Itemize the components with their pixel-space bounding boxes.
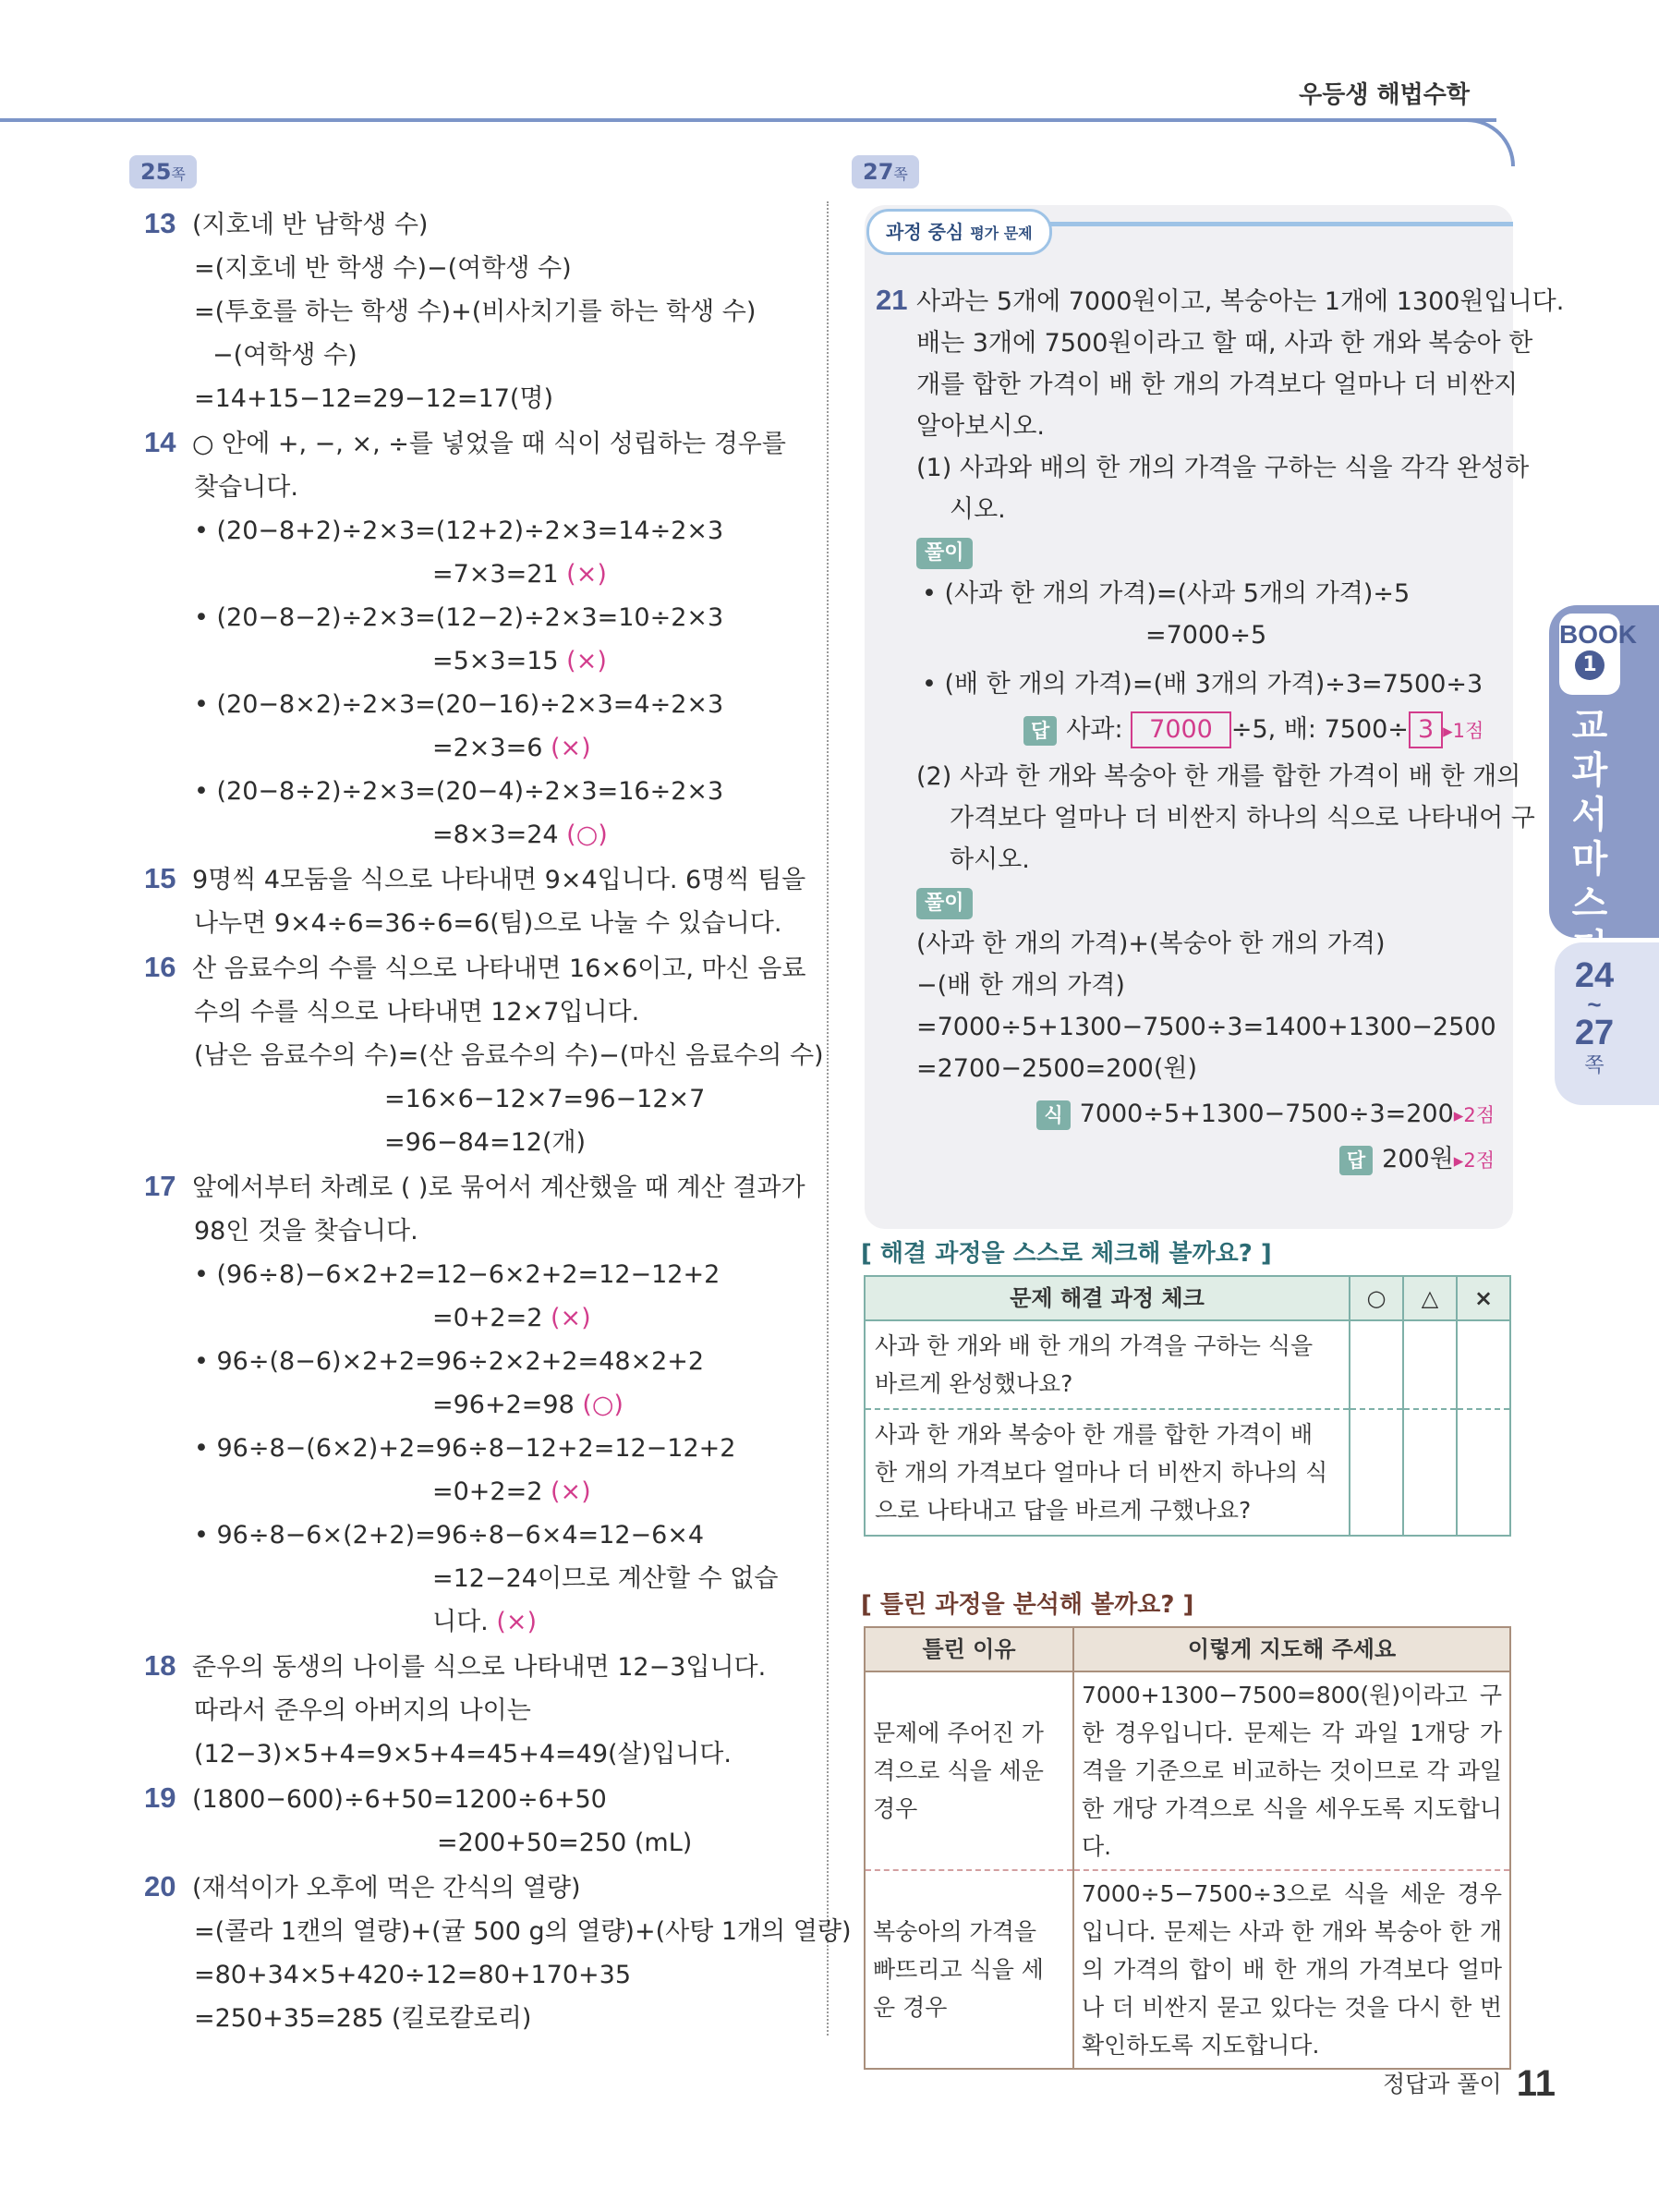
solution-line [146, 1689, 797, 1732]
solution-line [146, 639, 797, 683]
solution-line [146, 466, 797, 509]
error-reason: 문제에 주어진 가격으로 식을 세운 경우 [865, 1671, 1073, 1870]
error-header-guide: 이렇게 지도해 주세요 [1073, 1627, 1510, 1671]
result-mark: (×) [551, 1304, 591, 1332]
result-mark: (×) [551, 1477, 591, 1506]
side-tab-title-char: 교 [1571, 705, 1608, 747]
footer [1383, 2063, 1556, 2105]
check-cell-bad[interactable] [1457, 1409, 1510, 1536]
line-text: 나누면 9×4÷6=36÷6=6(팀)으로 나눌 수 있습니다. [194, 909, 782, 938]
solution-line [146, 1077, 797, 1121]
line-text: =0+2=2 [432, 1304, 551, 1332]
solution-line: (사과 한 개의 가격)+(복숭아 한 개의 가격) [916, 930, 1386, 958]
line-text: =96+2=98 [432, 1391, 583, 1419]
score-label: ▸2점 [1453, 1104, 1495, 1126]
line-text: 니다. [432, 1608, 497, 1636]
subquestion-2: 가격보다 얼마나 더 비싼지 하나의 식으로 나타내어 구 [950, 804, 1535, 833]
answer-line-1 [876, 709, 1504, 752]
line-text: • (20−8÷2)÷2×3=(20−4)÷2×3=16÷2×3 [194, 777, 724, 806]
problem-line [144, 1164, 805, 1209]
solution-line [146, 1209, 797, 1253]
problem-line [146, 201, 797, 247]
question-text: 사과는 5개에 7000원이고, 복숭아는 1개에 1300원입니다. [916, 287, 1565, 316]
line-text: =0+2=2 [432, 1477, 551, 1506]
evaluation-badge-sub: 평가 문제 [970, 225, 1033, 242]
check-row-text: 사과 한 개와 배 한 개의 가격을 구하는 식을 바르게 완성했나요? [865, 1320, 1350, 1409]
book-title: 우등생 해법수학 [1299, 81, 1470, 109]
line-text: • 96÷(8−6)×2+2=96÷2×2+2=48×2+2 [194, 1347, 705, 1376]
solution-line: =2700−2500=200(원) [916, 1054, 1197, 1083]
question-line: 배는 3개에 7500원이라고 할 때, 사과 한 개와 복숭아 한 [916, 329, 1533, 358]
solution-line [146, 1557, 797, 1600]
line-text: 앞에서부터 차례로 ( )로 묶어서 계산했을 때 계산 결과가 [192, 1173, 805, 1202]
question-number: 21 [876, 284, 908, 316]
error-section-title: [ 틀린 과정을 분석해 볼까요? ] [861, 1591, 1194, 1619]
problem-number: 14 [144, 426, 176, 458]
solution-line [146, 813, 797, 857]
footer-page-number: 11 [1516, 2063, 1556, 2104]
line-text: 98인 것을 찾습니다. [194, 1217, 418, 1246]
line-text: =12−24이므로 계산할 수 없습 [432, 1564, 779, 1593]
left-page-tag [129, 155, 197, 188]
footer-label: 정답과 풀이 [1383, 2071, 1502, 2097]
line-text: ○ 안에 +, −, ×, ÷를 넣었을 때 식이 성립하는 경우를 [192, 430, 786, 458]
solution-label: 풀이 [916, 538, 973, 569]
error-guide: 7000÷5−7500÷3으로 식을 세운 경우입니다. 문제는 사과 한 개와 복숭아 한 개의 가격의 합이 배 한 개의 가격보다 얼마나 더 비싼지 묻고 있다는 것을 다시 한 번 확인하도록 지도합니다. [1073, 1870, 1510, 2069]
error-analysis-table [864, 1626, 1511, 2070]
expression-line [876, 1093, 1504, 1136]
line-text: 9명씩 4모둠을 식으로 나타내면 9×4입니다. 6명씩 팀을 [192, 866, 806, 894]
self-check-table [864, 1275, 1511, 1537]
solution-line [146, 247, 797, 290]
line-text: • 96÷8−6×(2+2)=96÷8−6×4=12−6×4 [194, 1521, 705, 1550]
problem-line [146, 420, 797, 466]
problem-number: 16 [144, 951, 176, 983]
answer-text: 200원 [1382, 1145, 1454, 1173]
answer-label: 답 [1339, 1146, 1373, 1175]
side-tab-page-range [1561, 957, 1628, 1079]
error-guide: 7000+1300−7500=800(원)이라고 구한 경우입니다. 문제는 각 과일 1개당 가격을 기준으로 비교하는 것이므로 각 과일 한 개당 가격으로 식을 세우도록 지도합니다. [1073, 1671, 1510, 1870]
subquestion-2: 하시오. [950, 845, 1030, 874]
answer-label: 답 [1023, 716, 1057, 746]
solution-label: 풀이 [916, 888, 973, 919]
line-text: =(지호네 반 학생 수)−(여학생 수) [194, 254, 572, 283]
line-text: =200+50=250 (mL) [437, 1829, 693, 1857]
solution-line [146, 553, 797, 596]
score-label: ▸1점 [1443, 720, 1484, 742]
result-mark: (○) [582, 1391, 624, 1419]
line-text: =(콜라 1캔의 열량)+(귤 500 g의 열량)+(사탕 1개의 열량) [194, 1917, 852, 1946]
line-text: • (20−8−2)÷2×3=(12−2)÷2×3=10÷2×3 [194, 603, 724, 632]
problem-number: 15 [144, 862, 176, 894]
page-to: 27 [1574, 1014, 1615, 1052]
check-cell-ok[interactable] [1403, 1409, 1457, 1536]
evaluation-badge-title: 과정 중심 [886, 221, 964, 243]
solution-line [146, 1034, 824, 1077]
answer-middle: ÷5, 배: 7500÷ [1230, 715, 1409, 744]
check-cell-good[interactable] [1350, 1409, 1403, 1536]
top-rule [0, 118, 1496, 122]
solution-line [146, 1340, 797, 1383]
question-line: 알아보시오. [916, 412, 1045, 441]
page-unit: 쪽 [1584, 1053, 1605, 1076]
solution-line: =7000÷5+1300−7500÷3=1400+1300−2500 [916, 1013, 1496, 1041]
problem-number: 17 [144, 1170, 176, 1202]
check-row-text: 사과 한 개와 복숭아 한 개를 합한 가격이 배 한 개의 가격보다 얼마나 더 비싼지 하나의 식으로 나타내고 답을 바르게 구했나요? [865, 1409, 1350, 1536]
check-cell-ok[interactable] [1403, 1320, 1457, 1409]
left-page-number: 25 [140, 159, 172, 185]
evaluation-header-rule [1035, 222, 1513, 226]
line-text: (지호네 반 남학생 수) [192, 211, 429, 239]
line-text: =7×3=21 [432, 560, 567, 589]
question-line: 개를 합한 가격이 배 한 개의 가격보다 얼마나 더 비싼지 [916, 371, 1519, 399]
check-header-process: 문제 해결 과정 체크 [865, 1276, 1350, 1320]
line-text: =(투호를 하는 학생 수)+(비사치기를 하는 학생 수) [194, 298, 757, 326]
solution-line [146, 596, 797, 639]
line-text: (남은 음료수의 수)=(산 음료수의 수)−(마신 음료수의 수) [194, 1041, 824, 1070]
side-tab-title-char: 스 [1571, 882, 1608, 925]
expression-text: 7000÷5+1300−7500÷3=200 [1079, 1100, 1454, 1128]
solution-line [146, 1821, 797, 1865]
solution-line [146, 1383, 797, 1427]
line-text: =16×6−12×7=96−12×7 [384, 1085, 706, 1113]
solution-line [146, 334, 797, 377]
solution-line [146, 1427, 797, 1470]
problem-line [146, 1644, 797, 1689]
line-text: =80+34×5+420÷12=80+170+35 [194, 1961, 632, 1989]
line-text: (12−3)×5+4=9×5+4=45+4=49(살)입니다. [194, 1740, 732, 1768]
line-text: • (20−8+2)÷2×3=(12+2)÷2×3=14÷2×3 [194, 517, 724, 545]
line-text: 산 음료수의 수를 식으로 나타내면 16×6이고, 마신 음료 [192, 954, 806, 983]
solution-line [146, 1997, 797, 2040]
result-mark: (×) [551, 734, 591, 762]
check-cell-bad[interactable] [1457, 1320, 1510, 1409]
solution-line [146, 1121, 797, 1164]
check-header-good: ○ [1350, 1276, 1403, 1320]
book-number: 1 [1575, 650, 1605, 680]
page-tilde: ~ [1587, 991, 1602, 1018]
evaluation-badge [866, 209, 1052, 255]
solution-line [146, 683, 797, 726]
question-line [876, 279, 1565, 322]
line-text: =2×3=6 [432, 734, 551, 762]
line-text: 찾습니다. [194, 473, 298, 502]
answer-line-2 [876, 1138, 1504, 1182]
answer-prefix: 사과: [1066, 715, 1132, 744]
side-tab-title-char: 서 [1571, 794, 1608, 836]
line-text: • (96÷8)−6×2+2=12−6×2+2=12−12+2 [194, 1260, 721, 1289]
column-divider [827, 201, 829, 2036]
solution-line [146, 509, 797, 553]
answer-box-pear: 3 [1409, 711, 1443, 748]
solution-line [146, 770, 797, 813]
check-header-ok: △ [1403, 1276, 1457, 1320]
line-text: =5×3=15 [432, 647, 567, 675]
line-text: =96−84=12(개) [384, 1128, 587, 1157]
line-text: 수의 수를 식으로 나타내면 12×7입니다. [194, 998, 640, 1027]
check-cell-good[interactable] [1350, 1320, 1403, 1409]
problem-line [144, 857, 806, 902]
line-text: • 96÷8−(6×2)+2=96÷8−12+2=12−12+2 [194, 1434, 736, 1463]
problem-line [146, 1865, 797, 1910]
result-mark: (×) [566, 560, 607, 589]
solution-line [146, 290, 797, 334]
problem-number: 13 [144, 207, 176, 239]
result-mark: (×) [496, 1608, 538, 1636]
problem-number: 20 [144, 1870, 176, 1902]
side-tab-title-char: 마 [1571, 838, 1608, 881]
left-solutions [144, 201, 852, 2040]
result-mark: (○) [566, 820, 608, 849]
error-reason: 복숭아의 가격을 빠뜨리고 식을 세운 경우 [865, 1870, 1073, 2069]
line-text: 따라서 준우의 아버지의 나이는 [194, 1696, 531, 1725]
problem-line [146, 1776, 797, 1821]
solution-line [146, 1296, 797, 1340]
right-page-number: 27 [863, 159, 894, 185]
problem-21 [876, 279, 1565, 1182]
line-text: • (20−8×2)÷2×3=(20−16)÷2×3=4÷2×3 [194, 690, 724, 719]
subquestion-1: (1) 사과와 배의 한 개의 가격을 구하는 식을 각각 완성하 [916, 454, 1530, 482]
check-header-bad: × [1457, 1276, 1510, 1320]
solution-line: =7000÷5 [1145, 621, 1267, 650]
line-text: 준우의 동생의 나이를 식으로 나타내면 12−3입니다. [192, 1653, 767, 1682]
score-label: ▸2점 [1453, 1149, 1495, 1172]
subquestion-1: 시오. [950, 495, 1006, 524]
solution-line [146, 726, 797, 770]
solution-line [146, 1253, 797, 1296]
subquestion-2: (2) 사과 한 개와 복숭아 한 개를 합한 가격이 배 한 개의 [916, 762, 1521, 791]
right-page-unit: 쪽 [893, 165, 908, 183]
side-tab-title-char: 과 [1571, 749, 1608, 792]
page-from: 24 [1574, 956, 1615, 995]
left-page-unit: 쪽 [171, 165, 186, 183]
line-text: =250+35=285 (킬로칼로리) [194, 2004, 532, 2033]
solution-line [146, 1953, 797, 1997]
right-page-tag [852, 155, 919, 188]
check-section-title: [ 해결 과정을 스스로 체크해 볼까요? ] [861, 1240, 1272, 1268]
top-rule-curve [1441, 118, 1515, 166]
line-text: (1800−600)÷6+50=1200÷6+50 [192, 1785, 607, 1814]
solution-line [146, 377, 797, 420]
solution-line: −(배 한 개의 가격) [916, 971, 1125, 1000]
solution-line [146, 902, 797, 945]
side-tab-book [1559, 614, 1637, 695]
answer-box-apple: 7000 [1131, 711, 1231, 748]
result-mark: (×) [566, 647, 607, 675]
expression-label: 식 [1036, 1100, 1070, 1130]
problem-line [144, 945, 806, 991]
line-text: =14+15−12=29−12=17(명) [194, 384, 554, 413]
line-text: (재석이가 오후에 먹은 간식의 열량) [192, 1874, 581, 1902]
solution-line [146, 1732, 797, 1776]
line-text: −(여학생 수) [212, 341, 357, 370]
line-text: =8×3=24 [432, 820, 567, 849]
error-header-reason: 틀린 이유 [865, 1627, 1073, 1671]
solution-line [146, 991, 797, 1034]
solution-line [146, 1910, 852, 1953]
book-label: BOOK [1559, 620, 1637, 649]
solution-line [146, 1600, 797, 1644]
solution-line: • (배 한 개의 가격)=(배 3개의 가격)÷3=7500÷3 [922, 670, 1483, 699]
solution-line: • (사과 한 개의 가격)=(사과 5개의 가격)÷5 [922, 579, 1411, 608]
side-tab-title [1559, 704, 1620, 970]
solution-line [146, 1470, 797, 1513]
solution-line [146, 1513, 797, 1557]
problem-number: 19 [144, 1781, 176, 1814]
problem-number: 18 [144, 1649, 176, 1682]
